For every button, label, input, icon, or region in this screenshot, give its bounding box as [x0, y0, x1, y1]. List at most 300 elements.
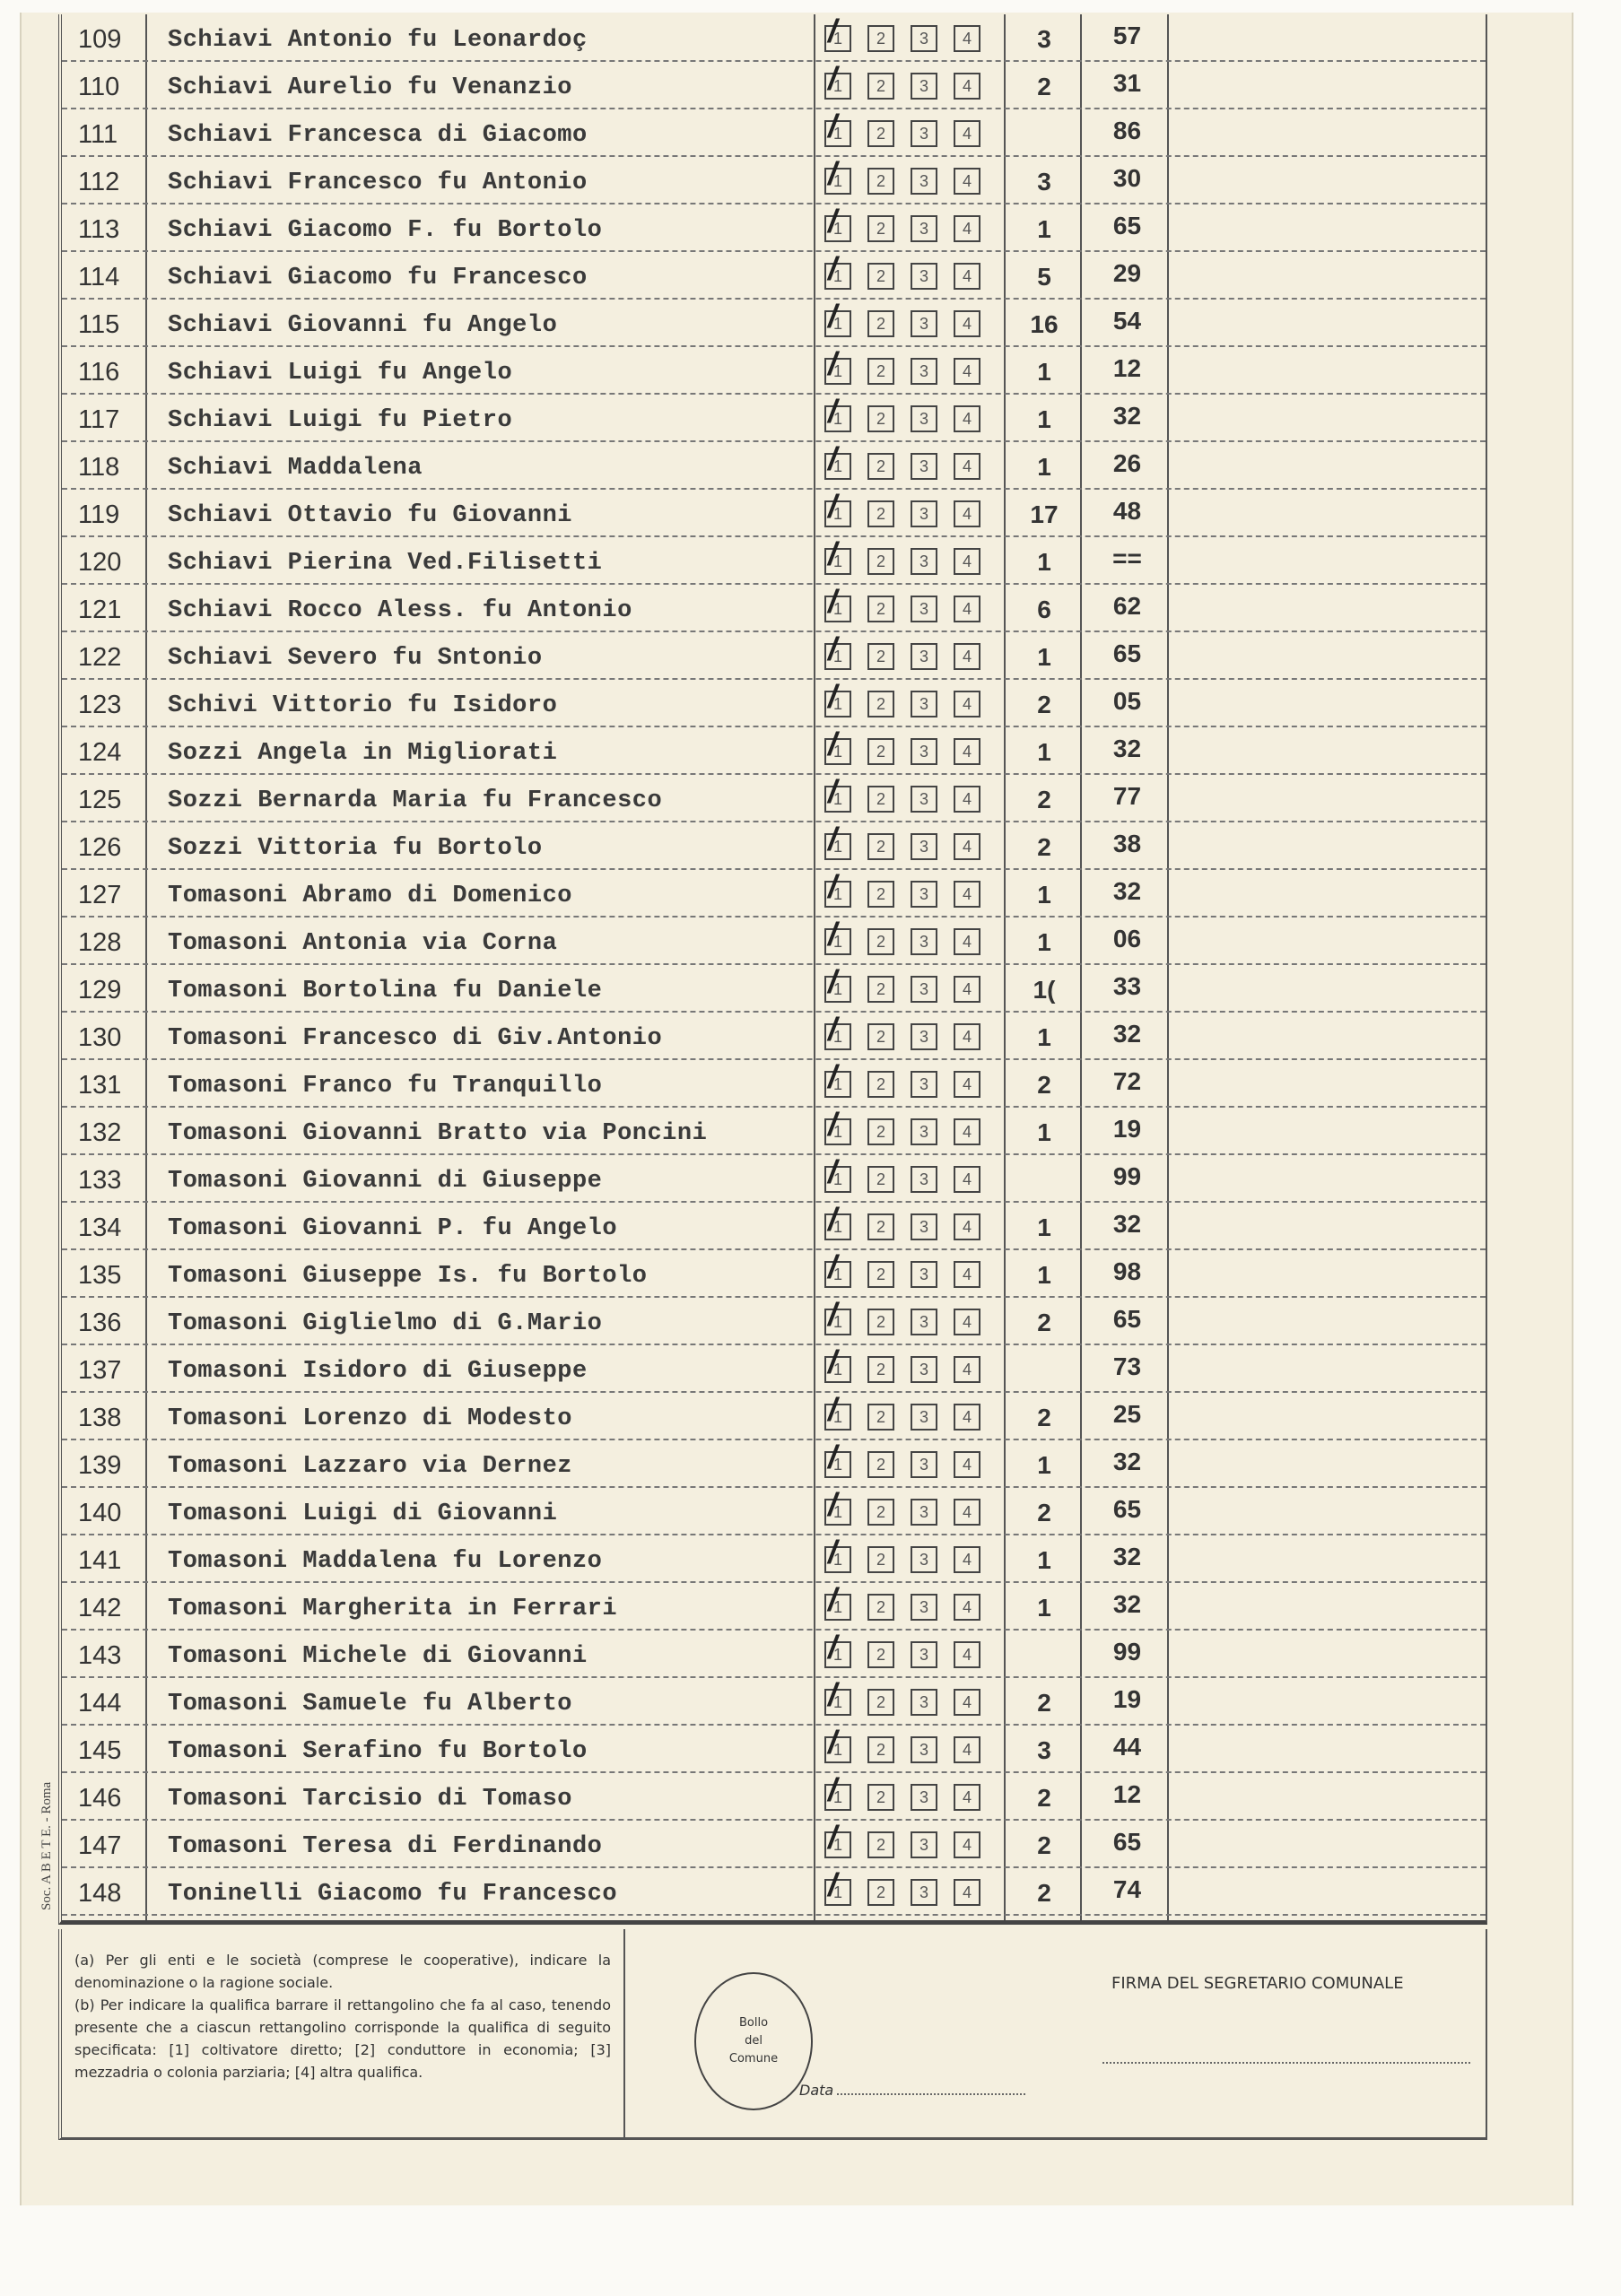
qualifica-checkbox[interactable]: 1 / — [824, 1641, 851, 1668]
amount-value: 19 — [1112, 1685, 1142, 1713]
qualifica-checkbox[interactable]: 2 — [867, 215, 894, 242]
qualifica-checkbox[interactable]: 3 — [911, 548, 937, 575]
qualifica-checkbox[interactable]: 3 — [911, 1499, 937, 1526]
qualifica-checkbox[interactable]: 1 / — [824, 1831, 851, 1858]
qualifica-checkbox[interactable]: 2 — [867, 1736, 894, 1763]
qualifica-checkbox[interactable]: 1 / — [824, 1594, 851, 1621]
holder-name: Sozzi Bernarda Maria fu Francesco — [168, 787, 663, 814]
qualifica-checkbox[interactable]: 1 / — [824, 928, 851, 955]
qualifica-boxes — [824, 310, 980, 337]
qualifica-boxes — [824, 1594, 980, 1621]
qualifica-checkbox[interactable]: 3 — [911, 786, 937, 813]
qualifica-checkbox[interactable]: 3 — [911, 1023, 937, 1050]
qualifica-checkbox[interactable]: 1 / — [824, 1404, 851, 1431]
qualifica-checkbox[interactable]: 3 — [911, 1451, 937, 1478]
holder-name: Tomasoni Giovanni Bratto via Poncini — [168, 1120, 708, 1147]
row-number: 133 — [78, 1166, 122, 1195]
qualifica-checkbox[interactable]: 2 — [867, 1261, 894, 1288]
signature-label: FIRMA DEL SEGRETARIO COMUNALE — [1111, 1974, 1404, 1993]
qualifica-checkbox[interactable]: 4 — [954, 1166, 980, 1193]
qualifica-checkbox[interactable]: 3 — [911, 1594, 937, 1621]
qualifica-boxes — [824, 358, 980, 385]
qualifica-checkbox[interactable]: 3 — [911, 1736, 937, 1763]
count-value: 3 — [1037, 1736, 1051, 1764]
table-row — [62, 1393, 1486, 1440]
qualifica-checkbox[interactable]: 2 — [867, 596, 894, 622]
qualifica-checkbox[interactable]: 4 — [954, 1689, 980, 1716]
qualifica-checkbox[interactable]: 1 / — [824, 500, 851, 527]
holder-name: Schiavi Giacomo fu Francesco — [168, 265, 588, 291]
amount-value: 32 — [1112, 1020, 1142, 1048]
qualifica-checkbox[interactable]: 3 — [911, 643, 937, 670]
qualifica-checkbox[interactable]: 4 — [954, 881, 980, 908]
table-row — [62, 1250, 1486, 1298]
count-value: 2 — [1037, 1784, 1051, 1812]
row-number: 135 — [78, 1261, 122, 1290]
qualifica-checkbox[interactable]: 4 — [954, 1879, 980, 1906]
qualifica-checkbox[interactable]: 4 — [954, 1499, 980, 1526]
qualifica-checkbox[interactable]: 2 — [867, 548, 894, 575]
qualifica-boxes — [824, 405, 980, 432]
row-number: 129 — [78, 976, 122, 1004]
amount-value: 65 — [1112, 212, 1142, 239]
table-row — [62, 1155, 1486, 1203]
qualifica-boxes — [824, 738, 980, 765]
qualifica-checkbox[interactable]: 3 — [911, 120, 937, 147]
qualifica-checkbox[interactable]: 3 — [911, 928, 937, 955]
qualifica-checkbox[interactable]: 1 / — [824, 1546, 851, 1573]
amount-value: 73 — [1112, 1352, 1142, 1380]
amount-value: 32 — [1112, 735, 1142, 762]
table-row — [62, 965, 1486, 1013]
qualifica-checkbox[interactable]: 2 — [867, 1499, 894, 1526]
qualifica-checkbox[interactable]: 2 — [867, 1689, 894, 1716]
qualifica-checkbox[interactable]: 4 — [954, 786, 980, 813]
table-row — [62, 347, 1486, 395]
row-number: 118 — [78, 453, 120, 482]
qualifica-boxes — [824, 976, 980, 1003]
footnote-a: (a) Per gli enti e le società (comprese le cooperative), indicare la denominazione o la ragione sociale. — [74, 1952, 611, 1991]
qualifica-checkbox[interactable]: 2 — [867, 73, 894, 100]
qualifica-checkbox[interactable]: 2 — [867, 25, 894, 52]
date-field — [799, 2082, 1025, 2099]
qualifica-checkbox[interactable]: 3 — [911, 1261, 937, 1288]
count-value: 1 — [1037, 738, 1051, 766]
qualifica-checkbox[interactable]: 3 — [911, 1546, 937, 1573]
holder-name: Tomasoni Luigi di Giovanni — [168, 1500, 558, 1527]
qualifica-checkbox[interactable]: 3 — [911, 1879, 937, 1906]
qualifica-checkbox[interactable]: 2 — [867, 500, 894, 527]
row-number: 130 — [78, 1023, 122, 1052]
row-number: 137 — [78, 1356, 122, 1385]
qualifica-checkbox[interactable]: 3 — [911, 1641, 937, 1668]
amount-value: 33 — [1112, 972, 1142, 1000]
qualifica-boxes — [824, 1546, 980, 1573]
table-row — [62, 62, 1486, 109]
qualifica-checkbox[interactable]: 1 / — [824, 453, 851, 480]
qualifica-checkbox[interactable]: 3 — [911, 691, 937, 718]
holder-name: Sozzi Angela in Migliorati — [168, 740, 558, 767]
qualifica-checkbox[interactable]: 2 — [867, 120, 894, 147]
qualifica-checkbox[interactable]: 1 / — [824, 1499, 851, 1526]
qualifica-checkbox[interactable]: 4 — [954, 1261, 980, 1288]
qualifica-checkbox[interactable]: 1 / — [824, 881, 851, 908]
holder-name: Tomasoni Antonia via Corna — [168, 930, 558, 957]
qualifica-boxes — [824, 120, 980, 147]
qualifica-boxes — [824, 1831, 980, 1858]
stamp-text: del — [745, 2034, 763, 2048]
qualifica-checkbox[interactable]: 4 — [954, 1404, 980, 1431]
table-row — [62, 1583, 1486, 1631]
qualifica-checkbox[interactable]: 2 — [867, 976, 894, 1003]
qualifica-boxes — [824, 881, 980, 908]
qualifica-checkbox[interactable]: 1 / — [824, 405, 851, 432]
count-value: 1 — [1037, 1118, 1051, 1146]
qualifica-checkbox[interactable]: 2 — [867, 833, 894, 860]
qualifica-checkbox[interactable]: 1 / — [824, 1166, 851, 1193]
count-value: 2 — [1037, 1831, 1051, 1859]
qualifica-checkbox[interactable]: 2 — [867, 358, 894, 385]
qualifica-boxes — [824, 1641, 980, 1668]
qualifica-checkbox[interactable]: 3 — [911, 1784, 937, 1811]
qualifica-checkbox[interactable]: 2 — [867, 643, 894, 670]
qualifica-checkbox[interactable]: 2 — [867, 1784, 894, 1811]
table-row — [62, 252, 1486, 300]
qualifica-checkbox[interactable]: 1 / — [824, 358, 851, 385]
qualifica-checkbox[interactable]: 4 — [954, 976, 980, 1003]
holder-name: Schiavi Luigi fu Angelo — [168, 360, 513, 387]
qualifica-checkbox[interactable]: 4 — [954, 1594, 980, 1621]
qualifica-boxes — [824, 1689, 980, 1716]
qualifica-checkbox[interactable]: 2 — [867, 168, 894, 195]
row-number: 123 — [78, 691, 122, 719]
qualifica-checkbox[interactable]: 3 — [911, 833, 937, 860]
qualifica-checkbox[interactable]: 3 — [911, 1689, 937, 1716]
qualifica-checkbox[interactable]: 3 — [911, 738, 937, 765]
count-value: 2 — [1037, 1499, 1051, 1526]
qualifica-checkbox[interactable]: 2 — [867, 738, 894, 765]
qualifica-checkbox[interactable]: 2 — [867, 928, 894, 955]
qualifica-checkbox[interactable]: 1 / — [824, 786, 851, 813]
qualifica-checkbox[interactable]: 2 — [867, 1118, 894, 1145]
count-value: 2 — [1037, 1689, 1051, 1717]
qualifica-checkbox[interactable]: 4 — [954, 25, 980, 52]
qualifica-checkbox[interactable]: 3 — [911, 1404, 937, 1431]
amount-value: 26 — [1112, 449, 1142, 477]
count-value: 2 — [1037, 1309, 1051, 1336]
row-number: 141 — [78, 1546, 122, 1575]
amount-value: 32 — [1112, 1448, 1142, 1475]
table-row — [62, 775, 1486, 822]
qualifica-checkbox[interactable]: 1 / — [824, 1451, 851, 1478]
qualifica-checkbox[interactable]: 4 — [954, 453, 980, 480]
qualifica-checkbox[interactable]: 3 — [911, 215, 937, 242]
qualifica-checkbox[interactable]: 1 / — [824, 548, 851, 575]
qualifica-checkbox[interactable]: 1 / — [824, 1213, 851, 1240]
qualifica-checkbox[interactable]: 1 / — [824, 1023, 851, 1050]
qualifica-checkbox[interactable]: 2 — [867, 881, 894, 908]
holder-name: Tomasoni Francesco di Giv.Antonio — [168, 1025, 663, 1052]
qualifica-checkbox[interactable]: 3 — [911, 1831, 937, 1858]
qualifica-checkbox[interactable]: 2 — [867, 1356, 894, 1383]
amount-value: 65 — [1112, 1828, 1142, 1856]
qualifica-checkbox[interactable]: 1 / — [824, 1261, 851, 1288]
table-row — [62, 1868, 1486, 1916]
qualifica-checkbox[interactable]: 3 — [911, 1118, 937, 1145]
qualifica-checkbox[interactable]: 4 — [954, 643, 980, 670]
amount-value: 06 — [1112, 925, 1142, 952]
qualifica-checkbox[interactable]: 1 / — [824, 1071, 851, 1098]
qualifica-checkbox[interactable]: 4 — [954, 548, 980, 575]
table-row — [62, 727, 1486, 775]
table-row — [62, 1488, 1486, 1535]
qualifica-checkbox[interactable]: 3 — [911, 1356, 937, 1383]
qualifica-checkbox[interactable]: 2 — [867, 1071, 894, 1098]
row-number: 127 — [78, 881, 122, 909]
qualifica-checkbox[interactable]: 4 — [954, 263, 980, 290]
table-row — [62, 1060, 1486, 1108]
amount-value: 98 — [1112, 1257, 1142, 1285]
row-number: 109 — [78, 25, 122, 54]
table-row — [62, 1345, 1486, 1393]
qualifica-checkbox[interactable]: 1 / — [824, 215, 851, 242]
qualifica-boxes — [824, 1736, 980, 1763]
qualifica-checkbox[interactable]: 2 — [867, 1594, 894, 1621]
qualifica-checkbox[interactable]: 2 — [867, 453, 894, 480]
holder-name: Tomasoni Abramo di Domenico — [168, 883, 572, 909]
qualifica-checkbox[interactable]: 1 / — [824, 168, 851, 195]
qualifica-checkbox[interactable]: 4 — [954, 1071, 980, 1098]
row-number: 138 — [78, 1404, 122, 1432]
table-row — [62, 1108, 1486, 1155]
signature-line — [1102, 2062, 1470, 2064]
holder-name: Tomasoni Margherita in Ferrari — [168, 1596, 618, 1622]
qualifica-checkbox[interactable]: 4 — [954, 1736, 980, 1763]
qualifica-checkbox[interactable]: 3 — [911, 500, 937, 527]
form-footer — [58, 1929, 1487, 2140]
qualifica-checkbox[interactable]: 3 — [911, 1071, 937, 1098]
holder-name: Tomasoni Teresa di Ferdinando — [168, 1833, 603, 1860]
qualifica-checkbox[interactable]: 3 — [911, 168, 937, 195]
qualifica-checkbox[interactable]: 4 — [954, 1023, 980, 1050]
qualifica-checkbox[interactable]: 4 — [954, 405, 980, 432]
qualifica-checkbox[interactable]: 2 — [867, 691, 894, 718]
qualifica-checkbox[interactable]: 3 — [911, 596, 937, 622]
amount-value: 32 — [1112, 1210, 1142, 1238]
table-row — [62, 395, 1486, 442]
row-number: 112 — [78, 168, 120, 196]
stamp-text: Bollo — [738, 2016, 769, 2030]
holder-name: Schiavi Aurelio fu Venanzio — [168, 74, 572, 101]
qualifica-checkbox[interactable]: 2 — [867, 1023, 894, 1050]
qualifica-checkbox[interactable]: 2 — [867, 1404, 894, 1431]
qualifica-checkbox[interactable]: 4 — [954, 358, 980, 385]
count-value: 1 — [1037, 215, 1051, 243]
qualifica-checkbox[interactable]: 1 / — [824, 1356, 851, 1383]
count-value: 1 — [1037, 643, 1051, 671]
row-number: 132 — [78, 1118, 122, 1147]
qualifica-checkbox[interactable]: 2 — [867, 786, 894, 813]
qualifica-checkbox[interactable]: 1 / — [824, 643, 851, 670]
holder-name: Tomasoni Giovanni P. fu Angelo — [168, 1215, 618, 1242]
holder-name: Tomasoni Lorenzo di Modesto — [168, 1405, 572, 1432]
qualifica-checkbox[interactable]: 2 — [867, 1451, 894, 1478]
qualifica-checkbox[interactable]: 3 — [911, 1166, 937, 1193]
municipal-stamp-circle — [694, 1972, 813, 2110]
qualifica-checkbox[interactable]: 2 — [867, 1641, 894, 1668]
qualifica-checkbox[interactable]: 3 — [911, 1213, 937, 1240]
count-value: 2 — [1037, 786, 1051, 813]
qualifica-checkbox[interactable]: 3 — [911, 405, 937, 432]
holder-name: Schiavi Giovanni fu Angelo — [168, 312, 558, 339]
table-row — [62, 1773, 1486, 1821]
amount-value: 57 — [1112, 22, 1142, 49]
qualifica-checkbox[interactable]: 4 — [954, 500, 980, 527]
qualifica-checkbox[interactable]: 4 — [954, 928, 980, 955]
holder-name: Schiavi Antonio fu Leonardoç — [168, 27, 588, 54]
qualifica-checkbox[interactable]: 4 — [954, 1309, 980, 1335]
qualifica-boxes — [824, 548, 980, 575]
qualifica-checkbox[interactable]: 2 — [867, 1213, 894, 1240]
qualifica-checkbox[interactable]: 4 — [954, 833, 980, 860]
amount-value: 38 — [1112, 830, 1142, 857]
qualifica-checkbox[interactable]: 3 — [911, 73, 937, 100]
qualifica-checkbox[interactable]: 2 — [867, 1546, 894, 1573]
qualifica-checkbox[interactable]: 4 — [954, 1356, 980, 1383]
qualifica-boxes — [824, 833, 980, 860]
holder-name: Tomasoni Lazzaro via Dernez — [168, 1453, 572, 1480]
row-number: 115 — [78, 310, 120, 339]
qualifica-checkbox[interactable]: 3 — [911, 358, 937, 385]
qualifica-checkbox[interactable]: 3 — [911, 310, 937, 337]
qualifica-checkbox[interactable]: 4 — [954, 120, 980, 147]
qualifica-checkbox[interactable]: 3 — [911, 881, 937, 908]
table-row — [62, 870, 1486, 918]
qualifica-checkbox[interactable]: 2 — [867, 310, 894, 337]
holder-name: Schiavi Severo fu Sntonio — [168, 645, 543, 672]
qualifica-checkbox[interactable]: 4 — [954, 1213, 980, 1240]
holder-name: Tomasoni Franco fu Tranquillo — [168, 1073, 603, 1100]
qualifica-boxes — [824, 1309, 980, 1335]
table-row — [62, 1203, 1486, 1250]
qualifica-checkbox[interactable]: 1 / — [824, 596, 851, 622]
qualifica-checkbox[interactable]: 4 — [954, 1546, 980, 1573]
amount-value: == — [1112, 544, 1142, 572]
table-row — [62, 14, 1486, 62]
qualifica-checkbox[interactable]: 1 / — [824, 1784, 851, 1811]
qualifica-checkbox[interactable]: 1 / — [824, 691, 851, 718]
qualifica-checkbox[interactable]: 1 / — [824, 263, 851, 290]
count-value: 17 — [1030, 500, 1059, 528]
qualifica-checkbox[interactable]: 2 — [867, 405, 894, 432]
count-value: 2 — [1037, 1879, 1051, 1907]
holder-name: Tomasoni Giuseppe Is. fu Bortolo — [168, 1263, 648, 1290]
count-value: 2 — [1037, 1071, 1051, 1099]
amount-value: 32 — [1112, 402, 1142, 430]
table-row — [62, 1440, 1486, 1488]
qualifica-checkbox[interactable]: 3 — [911, 1309, 937, 1335]
qualifica-checkbox[interactable]: 3 — [911, 263, 937, 290]
qualifica-checkbox[interactable]: 1 / — [824, 73, 851, 100]
count-value: 1 — [1037, 548, 1051, 576]
amount-value: 30 — [1112, 164, 1142, 192]
row-number: 128 — [78, 928, 122, 957]
count-value: 1 — [1037, 1451, 1051, 1479]
qualifica-checkbox[interactable]: 1 / — [824, 1118, 851, 1145]
qualifica-checkbox[interactable]: 2 — [867, 1166, 894, 1193]
qualifica-checkbox[interactable]: 4 — [954, 215, 980, 242]
holder-name: Schiavi Pierina Ved.Filisetti — [168, 550, 603, 577]
qualifica-checkbox[interactable]: 4 — [954, 73, 980, 100]
holder-name: Schiavi Francesca di Giacomo — [168, 122, 588, 149]
qualifica-checkbox[interactable]: 2 — [867, 263, 894, 290]
qualifica-boxes — [824, 500, 980, 527]
row-number: 140 — [78, 1499, 122, 1527]
table-row — [62, 300, 1486, 347]
count-value: 1 — [1037, 405, 1051, 433]
qualifica-checkbox[interactable]: 4 — [954, 1118, 980, 1145]
holder-name: Schiavi Maddalena — [168, 455, 423, 482]
qualifica-boxes — [824, 928, 980, 955]
count-value: 1 — [1037, 1261, 1051, 1289]
qualifica-checkbox[interactable]: 3 — [911, 976, 937, 1003]
qualifica-checkbox[interactable]: 2 — [867, 1879, 894, 1906]
qualifica-checkbox[interactable]: 1 / — [824, 1736, 851, 1763]
amount-value: 29 — [1112, 259, 1142, 287]
qualifica-checkbox[interactable]: 4 — [954, 310, 980, 337]
qualifica-checkbox[interactable]: 2 — [867, 1309, 894, 1335]
qualifica-checkbox[interactable]: 4 — [954, 1641, 980, 1668]
qualifica-boxes — [824, 1879, 980, 1906]
qualifica-checkbox[interactable]: 3 — [911, 25, 937, 52]
qualifica-boxes — [824, 1404, 980, 1431]
qualifica-checkbox[interactable]: 1 / — [824, 833, 851, 860]
qualifica-checkbox[interactable]: 1 / — [824, 976, 851, 1003]
qualifica-checkbox[interactable]: 1 / — [824, 25, 851, 52]
qualifica-checkbox[interactable]: 4 — [954, 1831, 980, 1858]
qualifica-checkbox[interactable]: 1 / — [824, 310, 851, 337]
amount-value: 77 — [1112, 782, 1142, 810]
row-number: 110 — [78, 73, 120, 101]
amount-value: 12 — [1112, 354, 1142, 382]
qualifica-checkbox[interactable]: 2 — [867, 1831, 894, 1858]
qualifica-checkbox[interactable]: 4 — [954, 738, 980, 765]
qualifica-checkbox[interactable]: 1 / — [824, 120, 851, 147]
qualifica-checkbox[interactable]: 4 — [954, 691, 980, 718]
qualifica-checkbox[interactable]: 1 / — [824, 1689, 851, 1716]
qualifica-checkbox[interactable]: 3 — [911, 453, 937, 480]
holder-name: Tomasoni Serafino fu Bortolo — [168, 1738, 588, 1765]
qualifica-checkbox[interactable]: 4 — [954, 1451, 980, 1478]
table-row — [62, 585, 1486, 632]
qualifica-checkbox[interactable]: 4 — [954, 596, 980, 622]
qualifica-checkbox[interactable]: 4 — [954, 1784, 980, 1811]
amount-value: 48 — [1112, 497, 1142, 525]
qualifica-checkbox[interactable]: 1 / — [824, 1879, 851, 1906]
qualifica-checkbox[interactable]: 1 / — [824, 738, 851, 765]
table-row — [62, 822, 1486, 870]
holder-name: Schiavi Francesco fu Antonio — [168, 170, 588, 196]
amount-value: 19 — [1112, 1115, 1142, 1143]
table-row — [62, 1535, 1486, 1583]
register-table — [58, 14, 1487, 1925]
qualifica-checkbox[interactable]: 4 — [954, 168, 980, 195]
amount-value: 65 — [1112, 1495, 1142, 1523]
qualifica-checkbox[interactable]: 1 / — [824, 1309, 851, 1335]
qualifica-boxes — [824, 25, 980, 52]
table-row — [62, 1013, 1486, 1060]
qualifica-boxes — [824, 215, 980, 242]
